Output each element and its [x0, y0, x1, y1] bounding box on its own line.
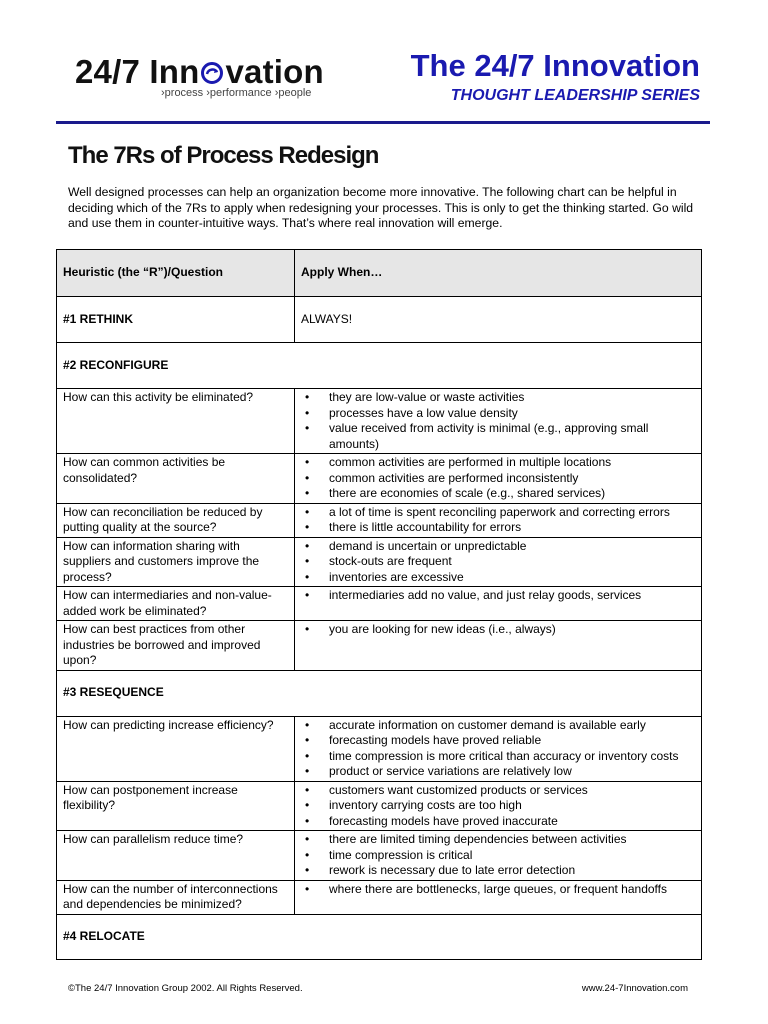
bullet-list — [301, 588, 695, 604]
rethink-row — [57, 297, 702, 343]
resequence-rows — [57, 716, 702, 914]
intro-paragraph: Well designed processes can help an organization become more innovative. The following chart can be helpful in deciding which of the 7Rs to apply when redesigning your processes. This is only to get the thinking started. Go wild and use them in counter-intuitive ways. That’s where real innovation will emerge. — [68, 185, 694, 230]
bullet-list — [301, 882, 695, 898]
bullet-list — [301, 505, 695, 536]
swirl-o-icon — [200, 55, 224, 79]
rethink-value: ALWAYS! — [295, 297, 702, 343]
question-cell: How can intermediaries and non-value-added work be eliminated? — [57, 587, 295, 621]
apply-when-cell — [295, 389, 702, 454]
section-row-resequence — [57, 670, 702, 716]
apply-when-cell — [295, 716, 702, 781]
bullet-item: • forecasting models have proved reliable — [301, 733, 695, 749]
apply-when-cell — [295, 503, 702, 537]
question-cell: How can parallelism reduce time? — [57, 831, 295, 881]
table-row — [57, 537, 702, 587]
bullet-list — [301, 783, 695, 830]
bullet-item: • time compression is more critical than accuracy or inventory costs — [301, 749, 695, 765]
question-cell: How can information sharing with suppliers and customers improve the process? — [57, 537, 295, 587]
bullet-item: • product or service variations are relatively low — [301, 764, 695, 780]
section-label: #4 RELOCATE — [57, 914, 702, 959]
bullet-item: • there is little accountability for errors — [301, 520, 695, 536]
bullet-item: • there are limited timing dependencies between activities — [301, 832, 695, 848]
bullet-item: • inventories are excessive — [301, 570, 695, 586]
question-cell: How can postponement increase flexibility? — [57, 781, 295, 831]
apply-when-cell — [295, 831, 702, 881]
question-cell: How can predicting increase efficiency? — [57, 716, 295, 781]
apply-when-cell — [295, 454, 702, 504]
bullet-item: • time compression is critical — [301, 848, 695, 864]
bullet-item: • where there are bottlenecks, large queues, or frequent handoffs — [301, 882, 695, 898]
bullet-list — [301, 455, 695, 502]
bullet-list — [301, 622, 695, 638]
section-row-relocate — [57, 914, 702, 959]
section-row-reconfigure — [57, 343, 702, 389]
apply-when-cell — [295, 537, 702, 587]
logo-tagline: ›process ›performance ›people — [161, 87, 312, 99]
bullet-item: • demand is uncertain or unpredictable — [301, 539, 695, 555]
table-row — [57, 716, 702, 781]
bullet-item: • processes have a low value density — [301, 406, 695, 422]
table-row — [57, 831, 702, 881]
bullet-item: • they are low-value or waste activities — [301, 390, 695, 406]
table-row — [57, 587, 702, 621]
apply-when-cell — [295, 880, 702, 914]
series-header — [411, 48, 700, 105]
apply-when-cell — [295, 781, 702, 831]
table-row — [57, 454, 702, 504]
table-row — [57, 621, 702, 671]
footer-copyright: ©The 24/7 Innovation Group 2002. All Rights Reserved. — [68, 983, 303, 994]
series-title: The 24/7 Innovation — [410, 48, 700, 83]
bullet-item: • value received from activity is minimal (e.g., approving small amounts) — [301, 421, 695, 452]
section-label: #3 RESEQUENCE — [57, 670, 702, 716]
heuristics-table — [56, 249, 702, 960]
question-cell: How can the number of interconnections and dependencies be minimized? — [57, 880, 295, 914]
bullet-item: • stock-outs are frequent — [301, 554, 695, 570]
bullet-item: • accurate information on customer demand is available early — [301, 718, 695, 734]
question-cell: How can reconciliation be reduced by putting quality at the source? — [57, 503, 295, 537]
bullet-item: • intermediaries add no value, and just relay goods, services — [301, 588, 695, 604]
bullet-list — [301, 718, 695, 780]
header-heuristic: Heuristic (the “R”)/Question — [57, 250, 295, 297]
bullet-item: • customers want customized products or services — [301, 783, 695, 799]
bullet-list — [301, 832, 695, 879]
series-subtitle: THOUGHT LEADERSHIP SERIES — [450, 87, 700, 104]
bullet-item: • common activities are performed in multiple locations — [301, 455, 695, 471]
header-apply-when: Apply When… — [295, 250, 702, 297]
bullet-item: • rework is necessary due to late error detection — [301, 863, 695, 879]
table-row — [57, 781, 702, 831]
logo-wordmark — [75, 53, 324, 91]
reconfigure-rows — [57, 389, 702, 671]
header-divider — [56, 121, 710, 124]
table-row — [57, 503, 702, 537]
logo-text-part1: 24/7 Inn — [75, 53, 200, 90]
table-row — [57, 880, 702, 914]
document-title: The 7Rs of Process Redesign — [68, 142, 379, 169]
logo-text-part2: vation — [225, 53, 324, 90]
apply-when-cell — [295, 587, 702, 621]
bullet-item: • a lot of time is spent reconciling paperwork and correcting errors — [301, 505, 695, 521]
bullet-list — [301, 539, 695, 586]
section-label: #2 RECONFIGURE — [57, 343, 702, 389]
apply-when-cell — [295, 621, 702, 671]
bullet-item: • you are looking for new ideas (i.e., always) — [301, 622, 695, 638]
question-cell: How can common activities be consolidated? — [57, 454, 295, 504]
bullet-item: • inventory carrying costs are too high — [301, 798, 695, 814]
question-cell: How can best practices from other industries be borrowed and improved upon? — [57, 621, 295, 671]
company-logo — [75, 53, 324, 99]
rethink-label: #1 RETHINK — [57, 297, 295, 343]
bullet-list — [301, 390, 695, 452]
question-cell: How can this activity be eliminated? — [57, 389, 295, 454]
bullet-item: • forecasting models have proved inaccurate — [301, 814, 695, 830]
bullet-item: • common activities are performed inconsistently — [301, 471, 695, 487]
bullet-item: • there are economies of scale (e.g., shared services) — [301, 486, 695, 502]
footer-website: www.24-7Innovation.com — [581, 983, 688, 994]
table-row — [57, 389, 702, 454]
table-header-row — [57, 250, 702, 297]
